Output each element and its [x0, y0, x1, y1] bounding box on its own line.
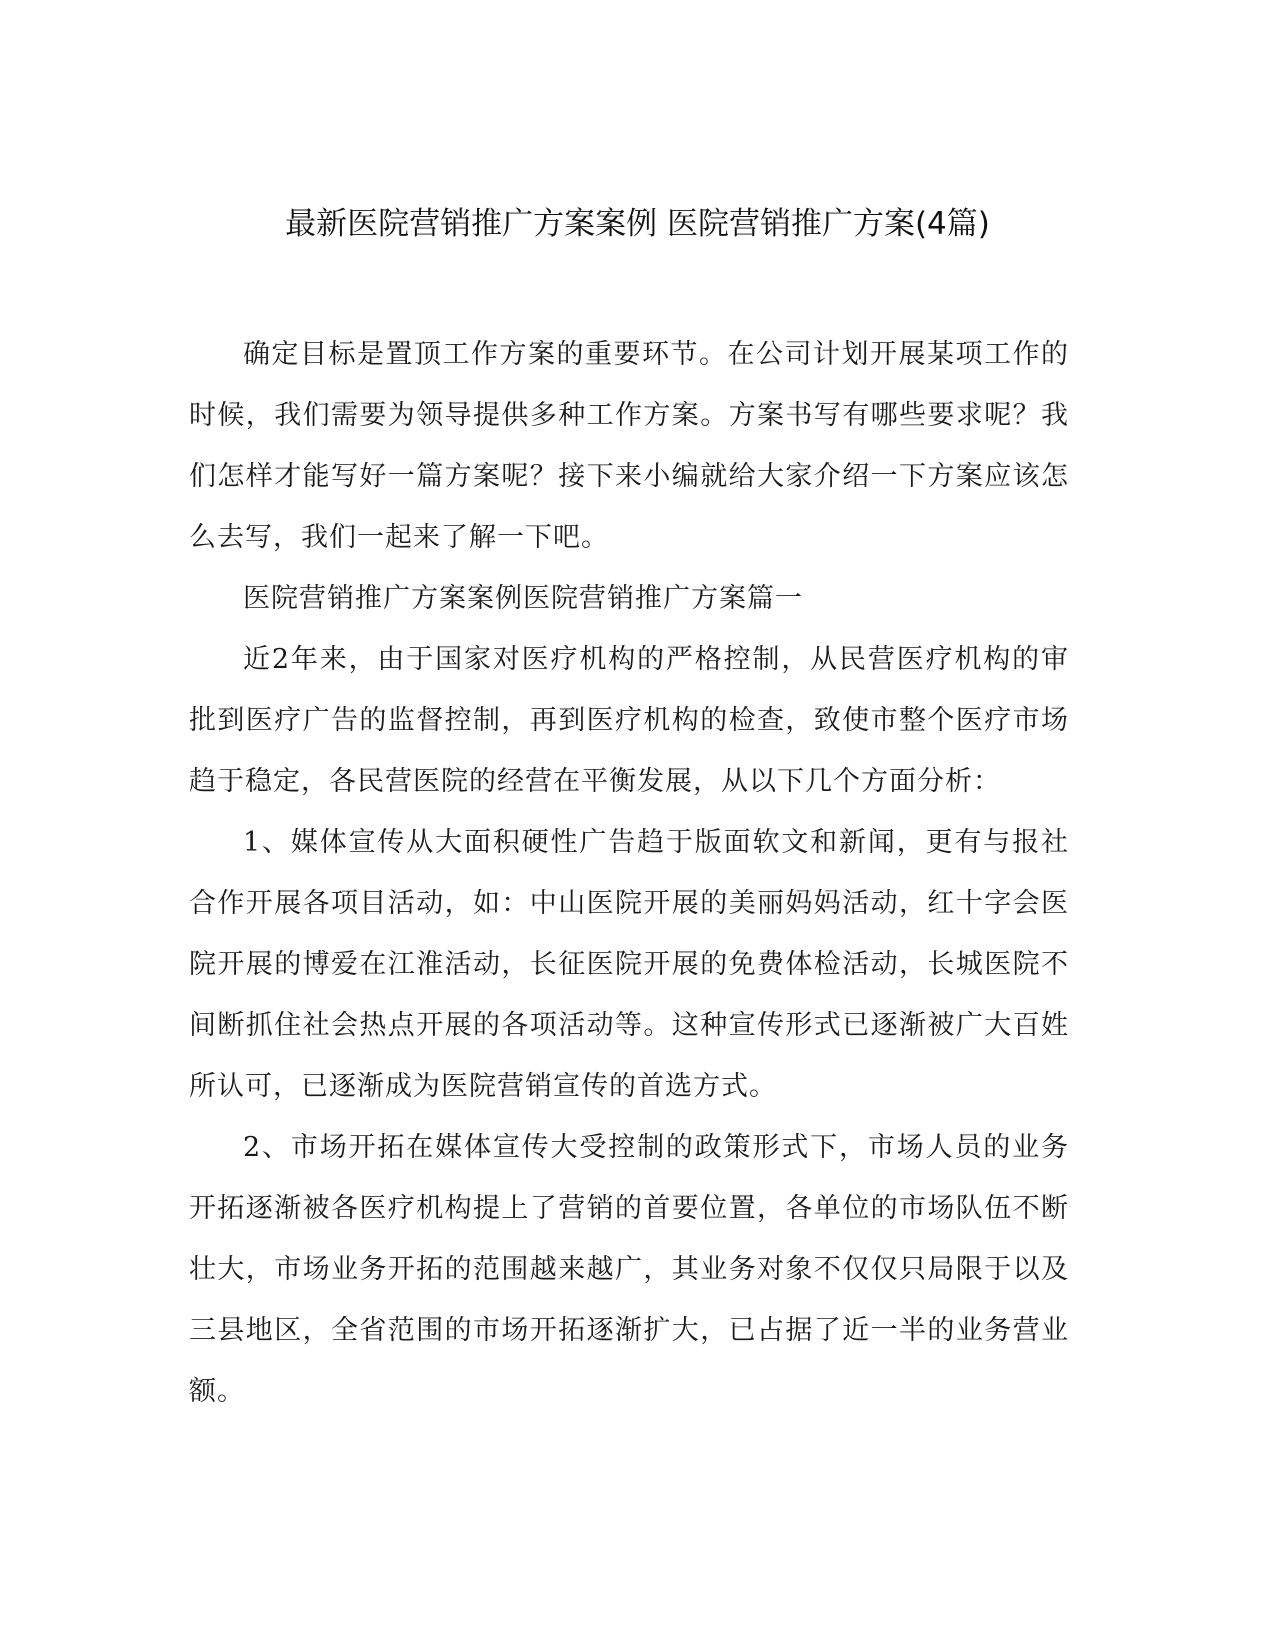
- media-paragraph: 1、媒体宣传从大面积硬性广告趋于版面软文和新闻，更有与报社合作开展各项目活动，如：中山医院开展的美丽妈妈活动，红十字会医院开展的博爱在江淮活动，长征医院开展的免费体检活动，长城医院不间断抓住社会热点开展的各项活动等。这种宣传形式已逐渐被广大百姓所认可，已逐渐成为医院营销宣传的首选方式。: [189, 827, 1069, 1102]
- market-paragraph: 2、市场开拓在媒体宣传大受控制的政策形式下，市场人员的业务开拓逐渐被各医疗机构提上了营销的首要位置，各单位的市场队伍不断壮大，市场业务开拓的范围越来越广，其业务对象不仅仅只局限于以及三县地区，全省范围的市场开拓逐渐扩大，已占据了近一半的业务营业额。: [189, 1132, 1069, 1407]
- section-heading: 医院营销推广方案案例医院营销推广方案篇一: [243, 583, 803, 614]
- document-title: 最新医院营销推广方案案例 医院营销推广方案(4篇): [285, 206, 990, 242]
- background-paragraph: 近2年来，由于国家对医疗机构的严格控制，从民营医疗机构的审批到医疗广告的监督控制，再到医疗机构的检查，致使市整个医疗市场趋于稳定，各民营医院的经营在平衡发展，从以下几个方面分析：: [189, 644, 1069, 797]
- intro-paragraph: 确定目标是置顶工作方案的重要环节。在公司计划开展某项工作的时候，我们需要为领导提供多种工作方案。方案书写有哪些要求呢？我们怎样才能写好一篇方案呢？接下来小编就给大家介绍一下方案应该怎么去写，我们一起来了解一下吧。: [189, 339, 1069, 553]
- document-body: [189, 324, 1069, 1422]
